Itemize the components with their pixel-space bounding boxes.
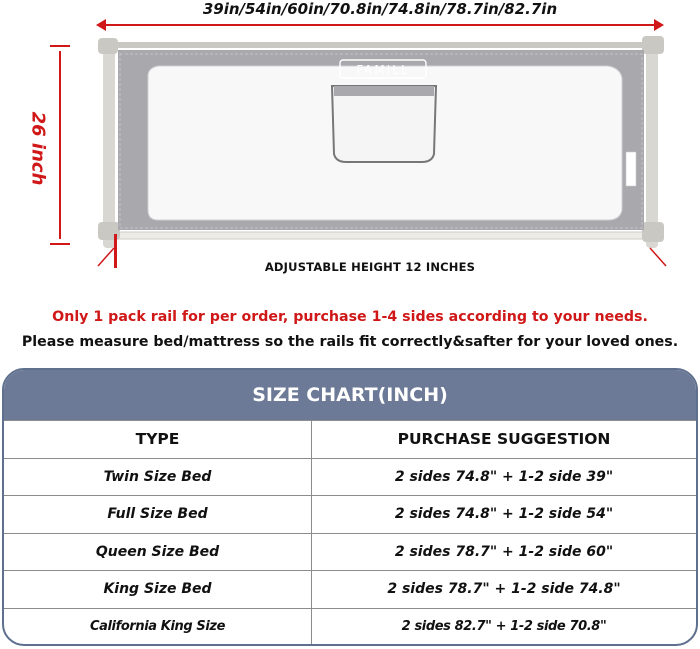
suggestion-cell: 2 sides 74.8" + 1-2 side 54": [394, 506, 614, 523]
rail-right-clip-bottom: [642, 222, 664, 242]
table-row: [4, 608, 696, 646]
height-dimension-line: [59, 51, 61, 239]
corner-arrow-icon: [650, 248, 666, 266]
arrow-right-icon: [654, 19, 664, 31]
order-notice: Only 1 pack rail for per order, purchase 1-4 sides according to your needs.: [52, 309, 648, 325]
measure-notice: Please measure bed/mattress so the rails fit correctly&safter for your loved ones.: [21, 334, 679, 350]
rail-pocket: [332, 86, 436, 162]
bed-type-cell: Twin Size Bed: [4, 459, 312, 496]
table-row: [4, 495, 696, 533]
column-header-suggestion: PURCHASE SUGGESTION: [397, 430, 611, 449]
bed-type-cell: California King Size: [4, 609, 312, 646]
column-header-type: TYPE: [4, 421, 312, 458]
suggestion-cell: 2 sides 82.7" + 1-2 side 70.8": [401, 619, 607, 635]
bed-type-cell: King Size Bed: [4, 571, 312, 608]
corner-arrow-icon: [98, 248, 114, 266]
bed-type-cell: Queen Size Bed: [4, 534, 312, 571]
bed-rail-illustration: [96, 34, 668, 274]
height-dimension-cap-top: [50, 45, 70, 47]
height-dimension-label: 26 inch: [27, 111, 49, 186]
rail-left-post: [103, 38, 115, 248]
bed-type-cell: Full Size Bed: [4, 496, 312, 533]
table-row: [4, 458, 696, 496]
width-dimension-label: 39in/54in/60in/70.8in/74.8in/78.7in/82.7in: [202, 0, 558, 18]
rail-pocket-flap: [334, 86, 434, 96]
rail-right-post: [646, 38, 658, 248]
table-row: [4, 570, 696, 608]
size-chart-title: SIZE CHART(INCH): [4, 370, 696, 420]
suggestion-cell: 2 sides 78.7" + 1-2 side 74.8": [387, 581, 621, 598]
height-dimension-cap-bottom: [50, 243, 70, 245]
suggestion-cell: 2 sides 78.7" + 1-2 side 60": [394, 543, 614, 560]
suggestion-cell: 2 sides 74.8" + 1-2 side 39": [394, 468, 614, 485]
rail-top-connector: [114, 42, 648, 48]
adjustable-height-label: ADJUSTABLE HEIGHT 12 INCHES: [264, 260, 476, 274]
height-dimension: [50, 45, 70, 245]
width-dimension-line: [100, 24, 660, 26]
rail-care-tag: [626, 152, 636, 186]
rail-base-bar: [118, 232, 646, 239]
width-dimension: [96, 0, 664, 34]
brand-logo: FAMILL: [356, 63, 410, 77]
size-chart-table: [2, 368, 698, 646]
adjustable-height-bracket: [114, 234, 117, 268]
table-row: [4, 533, 696, 571]
table-header-row: [4, 420, 696, 458]
